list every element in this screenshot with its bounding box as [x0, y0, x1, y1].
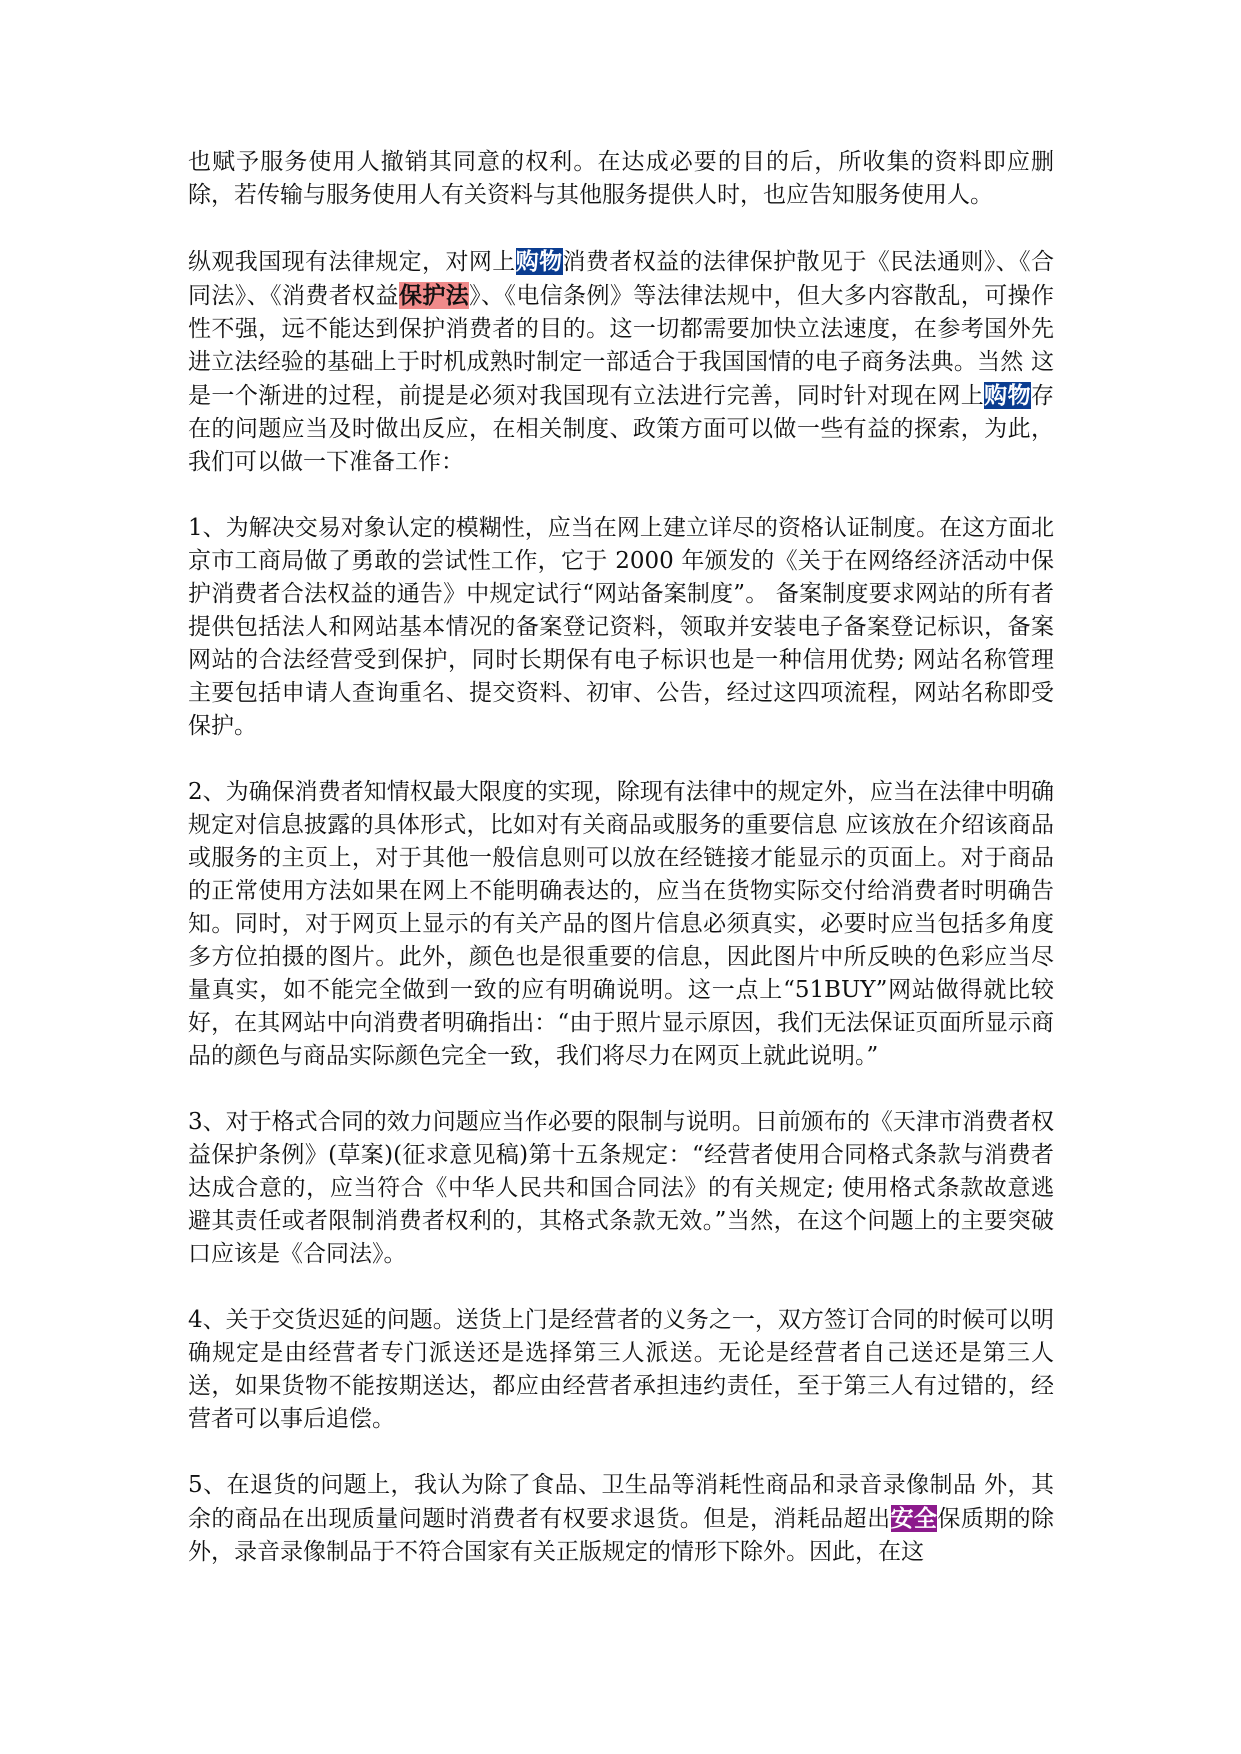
highlight-keyword-safety: 安全 [890, 1505, 938, 1532]
paragraph-legal-overview [188, 245, 1054, 479]
paragraph-item-2-disclosure: 2、为确保消费者知情权最大限度的实现，除现有法律中的规定外，应当在法律中明确规定对信息披露的具体形式，比如对有关商品或服务的重要信息 应该放在介绍该商品或服务的主页上，对于其他一般信息则可以放在经链接才能显示的页面上。对于商品的正常使用方法如果在网上不能明确表达的，应当在货物实际交付给消费者时明确告知。同时，对于网页上显示的有关产品的图片信息必须真实，必要时应当包括多角度多方位拍摄的图片。此外，颜色也是很重要的信息，因此图片中所反映的色彩应当尽量真实，如不能完全做到一致的应有明确说明。这一点上“51BUY”网站做得就比较好，在其网站中向消费者明确指出：“由于照片显示原因，我们无法保证页面所显示商品的颜色与商品实际颜色完全一致，我们将尽力在网页上就此说明。” [188, 779, 1054, 1069]
highlight-keyword-protection-law: 保护法 [398, 282, 470, 309]
paragraph-item-5-returns [188, 1469, 1054, 1569]
highlight-keyword-shopping: 购物 [984, 382, 1032, 409]
text-segment: 保质期的除外，录音录像制品于不符合国家有关正版规定的情形下除外。因此，在这 [188, 1506, 1055, 1565]
paragraph-consent-revocation: 也赋予服务使用人撤销其同意的权利。在达成必要的目的后，所收集的资料即应删除，若传输与服务使用人有关资料与其他服务提供人时，也应告知服务使用人。 [188, 149, 1054, 208]
text-segment: 》、《电信条例》等法律法规中，但大多内容散乱，可操作性不强，远不能达到保护消费者的目的。这一切都需要加快立法速度，在参考国外先进立法经验的基础上于时机成熟时制定一部适合于我国国情的电子商务法典。当然 这是一个渐进的过程，前提是必须对我国现有立法进行完善，同时针对现在网上 [188, 283, 1055, 409]
paragraph-item-3-standard-contract: 3、对于格式合同的效力问题应当作必要的限制与说明。日前颁布的《天津市消费者权益保护条例》(草案)(征求意见稿)第十五条规定：“经营者使用合同格式条款与消费者达成合意的，应当符合《中华人民共和国合同法》的有关规定; 使用格式条款故意逃避其责任或者限制消费者权利的，其格式条款无效。”当然，在这个问题上的主要突破口应该是《合同法》。 [188, 1109, 1054, 1267]
paragraph-item-1-certification: 1、为解决交易对象认定的模糊性，应当在网上建立详尽的资格认证制度。在这方面北京市工商局做了勇敢的尝试性工作，它于 2000 年颁发的《关于在网络经济活动中保护消费者合法权益的通告》中规定试行“网站备案制度”。 备案制度要求网站的所有者提供包括法人和网站基本情况的备案登记资料，领取并安装电子备案登记标识，备案网站的合法经营受到保护，同时长期保有电子标识也是一种信用优势; 网站名称管理主要包括申请人查询重名、提交资料、初审、公告，经过这四项流程，网站名称即受保护。 [188, 515, 1054, 739]
text-segment: 5、在退货的问题上，我认为除了食品、卫生品等消耗性商品和录音录像制品 外，其余的商品在出现质量问题时消费者有权要求退货。但是，消耗品超出 [188, 1472, 1054, 1532]
highlight-keyword-shopping: 购物 [515, 248, 563, 275]
document-page [188, 146, 1054, 1602]
paragraph-item-4-delivery-delay: 4、关于交货迟延的问题。送货上门是经营者的义务之一，双方签订合同的时候可以明确规定是由经营者专门派送还是选择第三人派送。无论是经营者自己送还是第三人送，如果货物不能按期送达，都应由经营者承担违约责任，至于第三人有过错的，经营者可以事后追偿。 [188, 1307, 1054, 1432]
text-segment: 存在的问题应当及时做出反应，在相关制度、政策方面可以做一些有益的探索，为此，我们可以做一下准备工作： [188, 383, 1055, 475]
text-segment: 消费者权益的法律保护散见于《民法通则》、《合同法》、《消费者权益 [188, 249, 1055, 309]
text-segment: 纵观我国现有法律规定，对网上 [188, 249, 516, 275]
